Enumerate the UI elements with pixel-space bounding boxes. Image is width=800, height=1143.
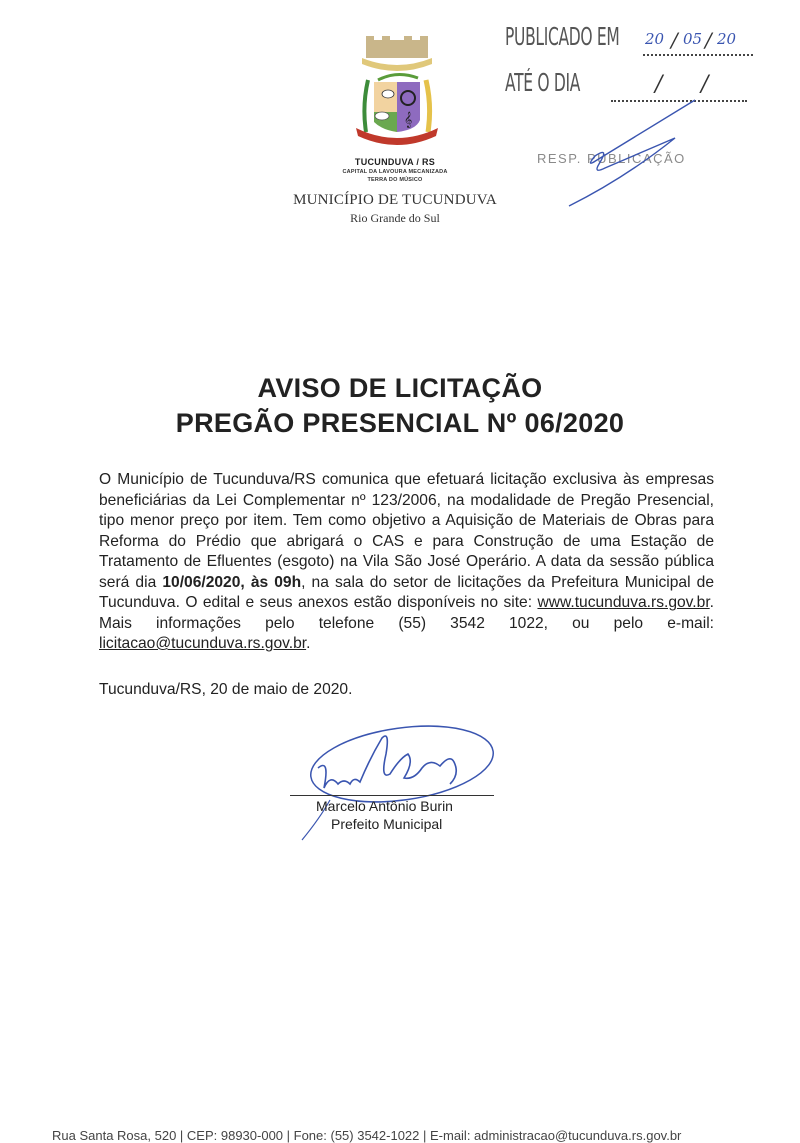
body-text-part: . [306, 635, 311, 652]
signer-role: Prefeito Municipal [331, 816, 443, 832]
city-state-label: TUCUNDUVA / RS [354, 157, 436, 167]
signature-line [290, 795, 494, 796]
email-link[interactable]: licitacao@tucunduva.rs.gov.br [99, 635, 307, 652]
date-separator: / [655, 72, 663, 97]
tagline-1: CAPITAL DA LAVOURA MECANIZADA [342, 169, 448, 175]
signer-name: Marcelo Antônio Burin [316, 798, 453, 814]
notice-body [99, 470, 714, 655]
body-text-part: . Mais informações pelo telefone (55) 3542 1022, ou pelo e-mail: [99, 594, 714, 632]
website-link[interactable]: www.tucunduva.rs.gov.br [537, 594, 710, 611]
date-separator: / [701, 72, 709, 97]
notice-title: AVISO DE LICITAÇÃO [257, 373, 543, 403]
coat-of-arms-icon [352, 36, 442, 146]
published-day: 20 [645, 30, 665, 48]
svg-text:𝄞: 𝄞 [404, 112, 413, 128]
municipality-name: MUNICÍPIO DE TUCUNDUVA [293, 192, 497, 208]
date-separator: / [705, 28, 712, 52]
body-text-part: , na sala do setor de licitações da Prefeitura Municipal de Tucunduva. O edital e seus anexos estão disponíveis no site: [99, 573, 715, 611]
responsible-label: RESP. PUBLICAÇÃO [537, 151, 686, 166]
tagline-2: TERRA DO MÚSICO [367, 177, 423, 183]
footer-address: Rua Santa Rosa, 520 | CEP: 98930-000 | Fone: (55) 3542-1022 | E-mail: administracao@tucunduva.rs.gov.br [52, 1128, 682, 1143]
place-date: Tucunduva/RS, 20 de maio de 2020. [99, 681, 353, 698]
state-name: Rio Grande do Sul [350, 211, 440, 225]
stamp-signature-icon [555, 98, 705, 208]
publication-stamp [505, 20, 775, 210]
until-label: ATÉ O DIA [505, 68, 581, 97]
session-datetime: 10/06/2020, às 09h [162, 573, 302, 591]
published-underline [643, 54, 753, 56]
date-separator: / [671, 28, 678, 52]
published-label: PUBLICADO EM [505, 22, 620, 51]
body-text-part: O Município de Tucunduva/RS comunica que efetuará licitação exclusiva às empresas beneficiárias da Lei Complementar nº 123/2006, na modalidade de Pregão Presencial, tipo menor preço por item. Tem como objetivo a Aquisição de Materiais de Obras para Reforma do Prédio que abrigará o CAS e para Construção de uma Estação de Tratamento de Efluentes (esgoto) na Vila São José Operário. A data da sessão pública será dia [99, 471, 714, 591]
published-month: 05 [683, 30, 703, 48]
notice-subtitle: PREGÃO PRESENCIAL Nº 06/2020 [175, 408, 625, 438]
published-year: 20 [717, 30, 737, 48]
